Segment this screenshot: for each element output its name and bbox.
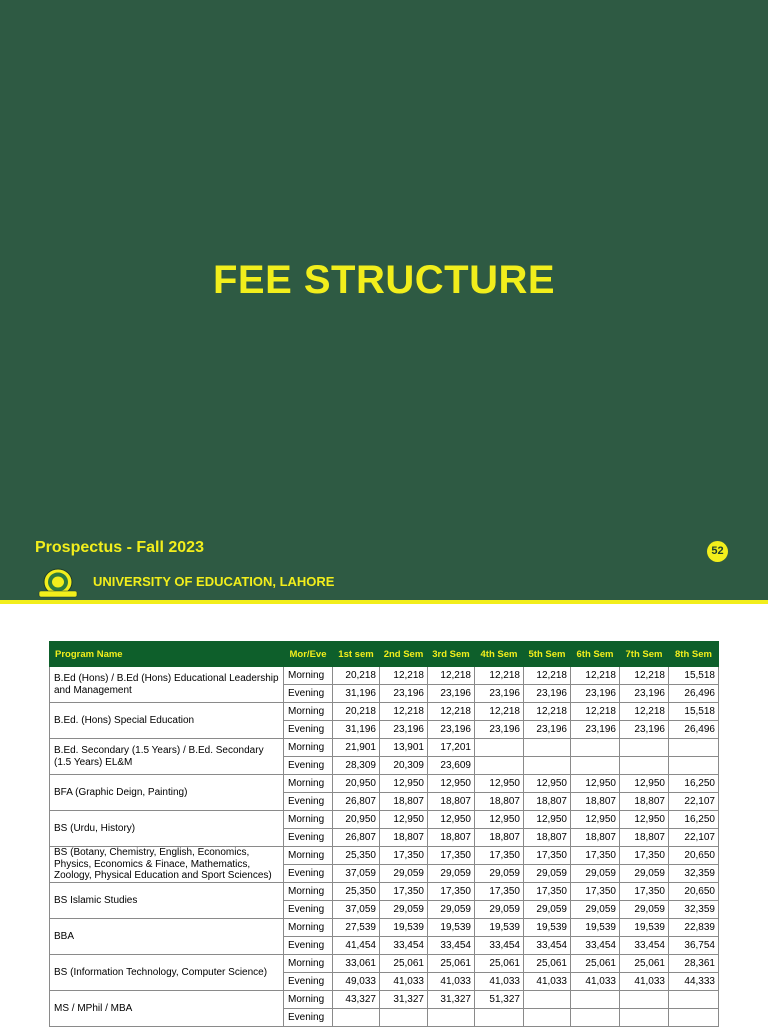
fee-cell: 23,196 [475, 685, 524, 703]
fee-cell: 25,061 [380, 955, 428, 973]
prospectus-label: Prospectus - Fall 2023 [35, 539, 204, 556]
fee-cell: 15,518 [669, 667, 719, 685]
fee-cell: 19,539 [475, 919, 524, 937]
shift-cell: Morning [284, 703, 333, 721]
fee-cell: 18,807 [524, 793, 571, 811]
fee-cell [475, 757, 524, 775]
program-name-cell: B.Ed (Hons) / B.Ed (Hons) Educational Leadership and Management [50, 667, 284, 703]
fee-cell: 43,327 [333, 991, 380, 1009]
shift-cell: Evening [284, 937, 333, 955]
fee-cell: 20,950 [333, 775, 380, 793]
fee-cell: 12,218 [571, 667, 620, 685]
fee-cell: 12,950 [428, 811, 475, 829]
fee-cell: 12,218 [475, 667, 524, 685]
fee-cell: 29,059 [475, 865, 524, 883]
fee-cell: 23,196 [620, 685, 669, 703]
program-name-cell: BS (Urdu, History) [50, 811, 284, 847]
fee-cell [669, 757, 719, 775]
university-seal-icon [37, 567, 79, 599]
fee-cell: 12,218 [524, 667, 571, 685]
shift-cell: Morning [284, 847, 333, 865]
column-header: Mor/Eve [284, 642, 333, 667]
fee-cell [620, 991, 669, 1009]
table-row [50, 991, 719, 1009]
fee-cell: 12,218 [428, 667, 475, 685]
fee-cell: 12,950 [620, 811, 669, 829]
fee-table [49, 641, 719, 1027]
fee-cell: 22,839 [669, 919, 719, 937]
fee-cell: 17,350 [475, 847, 524, 865]
fee-cell: 25,061 [620, 955, 669, 973]
fee-cell [524, 757, 571, 775]
fee-cell: 44,333 [669, 973, 719, 991]
fee-cell: 21,901 [333, 739, 380, 757]
shift-cell: Evening [284, 829, 333, 847]
fee-cell [571, 757, 620, 775]
fee-cell: 19,539 [571, 919, 620, 937]
fee-cell: 41,033 [571, 973, 620, 991]
fee-cell: 12,950 [475, 811, 524, 829]
fee-cell: 17,350 [428, 847, 475, 865]
fee-cell: 23,196 [380, 685, 428, 703]
table-row [50, 811, 719, 829]
fee-cell: 29,059 [620, 901, 669, 919]
fee-cell: 12,950 [524, 811, 571, 829]
fee-cell: 18,807 [380, 829, 428, 847]
fee-cell: 18,807 [571, 793, 620, 811]
fee-cell: 33,454 [524, 937, 571, 955]
fee-cell: 29,059 [524, 901, 571, 919]
fee-cell: 12,950 [571, 811, 620, 829]
fee-cell: 17,350 [380, 847, 428, 865]
fee-cell: 20,650 [669, 883, 719, 901]
fee-cell: 20,309 [380, 757, 428, 775]
fee-cell: 12,950 [380, 775, 428, 793]
fee-cell: 20,650 [669, 847, 719, 865]
fee-cell: 32,359 [669, 901, 719, 919]
fee-cell: 18,807 [428, 829, 475, 847]
shift-cell: Morning [284, 919, 333, 937]
fee-cell: 25,061 [475, 955, 524, 973]
fee-cell: 41,033 [524, 973, 571, 991]
fee-cell: 16,250 [669, 811, 719, 829]
shift-cell: Evening [284, 973, 333, 991]
fee-cell: 15,518 [669, 703, 719, 721]
fee-cell: 12,218 [475, 703, 524, 721]
fee-cell: 18,807 [380, 793, 428, 811]
column-header: 2nd Sem [380, 642, 428, 667]
fee-cell: 28,361 [669, 955, 719, 973]
fee-cell: 18,807 [620, 829, 669, 847]
shift-cell: Evening [284, 865, 333, 883]
fee-cell: 25,061 [524, 955, 571, 973]
program-name-cell: BFA (Graphic Deign, Painting) [50, 775, 284, 811]
fee-cell: 17,350 [524, 883, 571, 901]
fee-cell: 12,218 [620, 667, 669, 685]
fee-cell: 12,950 [524, 775, 571, 793]
fee-cell: 17,350 [428, 883, 475, 901]
fee-cell: 29,059 [620, 865, 669, 883]
shift-cell: Morning [284, 775, 333, 793]
shift-cell: Morning [284, 667, 333, 685]
fee-cell: 29,059 [524, 865, 571, 883]
fee-cell: 17,350 [620, 847, 669, 865]
fee-cell: 25,061 [428, 955, 475, 973]
fee-cell: 23,196 [380, 721, 428, 739]
shift-cell: Morning [284, 955, 333, 973]
fee-cell: 41,033 [620, 973, 669, 991]
fee-cell: 18,807 [475, 793, 524, 811]
shift-cell: Evening [284, 721, 333, 739]
fee-cell [620, 757, 669, 775]
fee-cell: 19,539 [380, 919, 428, 937]
fee-cell: 23,196 [428, 721, 475, 739]
fee-cell: 26,807 [333, 829, 380, 847]
shift-cell: Evening [284, 1009, 333, 1027]
fee-cell: 23,196 [571, 721, 620, 739]
fee-cell: 19,539 [524, 919, 571, 937]
fee-cell: 31,196 [333, 685, 380, 703]
fee-cell: 17,350 [475, 883, 524, 901]
program-name-cell: BBA [50, 919, 284, 955]
fee-cell: 23,196 [475, 721, 524, 739]
fee-cell: 33,454 [620, 937, 669, 955]
fee-cell: 12,218 [571, 703, 620, 721]
fee-cell [571, 739, 620, 757]
fee-cell: 37,059 [333, 901, 380, 919]
fee-cell [475, 739, 524, 757]
fee-cell [524, 991, 571, 1009]
column-header: 5th Sem [524, 642, 571, 667]
fee-cell: 23,196 [428, 685, 475, 703]
fee-cell: 23,196 [524, 721, 571, 739]
fee-cell: 13,901 [380, 739, 428, 757]
fee-cell: 18,807 [571, 829, 620, 847]
fee-cell: 20,218 [333, 667, 380, 685]
fee-cell: 12,950 [571, 775, 620, 793]
fee-cell: 23,196 [620, 721, 669, 739]
fee-cell: 22,107 [669, 793, 719, 811]
program-name-cell: BS Islamic Studies [50, 883, 284, 919]
shift-cell: Evening [284, 757, 333, 775]
column-header: 8th Sem [669, 642, 719, 667]
fee-cell: 12,218 [524, 703, 571, 721]
fee-cell: 18,807 [524, 829, 571, 847]
fee-cell: 25,350 [333, 847, 380, 865]
shift-cell: Morning [284, 739, 333, 757]
table-row [50, 667, 719, 685]
fee-cell: 41,033 [475, 973, 524, 991]
fee-cell: 29,059 [571, 901, 620, 919]
table-body [50, 667, 719, 1027]
column-header: 3rd Sem [428, 642, 475, 667]
fee-cell: 32,359 [669, 865, 719, 883]
fee-cell: 49,033 [333, 973, 380, 991]
fee-cell: 28,309 [333, 757, 380, 775]
shift-cell: Morning [284, 991, 333, 1009]
fee-table-container [49, 641, 718, 1027]
fee-cell: 12,950 [620, 775, 669, 793]
column-header: 4th Sem [475, 642, 524, 667]
page-number-badge: 52 [707, 541, 728, 562]
fee-cell: 20,950 [333, 811, 380, 829]
fee-cell: 25,061 [571, 955, 620, 973]
column-header: Program Name [50, 642, 284, 667]
fee-cell: 31,196 [333, 721, 380, 739]
program-name-cell: B.Ed. Secondary (1.5 Years) / B.Ed. Secondary (1.5 Years) EL&M [50, 739, 284, 775]
fee-cell: 12,950 [428, 775, 475, 793]
fee-cell: 29,059 [475, 901, 524, 919]
shift-cell: Evening [284, 685, 333, 703]
fee-cell [571, 991, 620, 1009]
table-row [50, 703, 719, 721]
fee-cell: 18,807 [475, 829, 524, 847]
fee-cell: 27,539 [333, 919, 380, 937]
fee-cell: 12,218 [380, 703, 428, 721]
fee-cell: 33,454 [428, 937, 475, 955]
fee-cell: 17,201 [428, 739, 475, 757]
university-name: UNIVERSITY OF EDUCATION, LAHORE [93, 574, 335, 589]
fee-cell: 12,950 [475, 775, 524, 793]
fee-cell: 16,250 [669, 775, 719, 793]
fee-cell: 33,061 [333, 955, 380, 973]
program-name-cell: BS (Information Technology, Computer Science) [50, 955, 284, 991]
fee-cell: 51,327 [475, 991, 524, 1009]
fee-cell: 25,350 [333, 883, 380, 901]
fee-cell: 33,454 [475, 937, 524, 955]
fee-cell: 22,107 [669, 829, 719, 847]
fee-cell: 36,754 [669, 937, 719, 955]
fee-cell: 29,059 [380, 865, 428, 883]
fee-cell: 17,350 [380, 883, 428, 901]
fee-cell: 23,196 [524, 685, 571, 703]
fee-cell: 37,059 [333, 865, 380, 883]
program-name-cell: B.Ed. (Hons) Special Education [50, 703, 284, 739]
column-header: 7th Sem [620, 642, 669, 667]
fee-cell: 33,454 [380, 937, 428, 955]
fee-cell: 19,539 [620, 919, 669, 937]
divider [0, 600, 768, 604]
fee-cell: 17,350 [571, 883, 620, 901]
fee-cell [669, 991, 719, 1009]
fee-cell: 26,807 [333, 793, 380, 811]
table-row [50, 775, 719, 793]
fee-cell: 12,218 [428, 703, 475, 721]
fee-cell: 20,218 [333, 703, 380, 721]
program-name-cell: MS / MPhil / MBA [50, 991, 284, 1027]
table-row [50, 847, 719, 865]
fee-cell [620, 739, 669, 757]
fee-cell: 12,218 [620, 703, 669, 721]
table-row [50, 739, 719, 757]
fee-cell: 18,807 [428, 793, 475, 811]
fee-cell: 23,609 [428, 757, 475, 775]
table-row [50, 883, 719, 901]
shift-cell: Morning [284, 811, 333, 829]
fee-cell: 12,218 [380, 667, 428, 685]
fee-cell: 18,807 [620, 793, 669, 811]
program-name-cell: BS (Botany, Chemistry, English, Economics, Physics, Economics & Finace, Mathematics, Zoology, Physical Education and Sport Sciences) [50, 847, 284, 883]
column-header: 1st sem [333, 642, 380, 667]
fee-cell: 29,059 [380, 901, 428, 919]
fee-cell: 29,059 [571, 865, 620, 883]
fee-cell [524, 739, 571, 757]
table-row [50, 955, 719, 973]
fee-cell: 41,454 [333, 937, 380, 955]
fee-cell: 29,059 [428, 901, 475, 919]
fee-cell: 41,033 [428, 973, 475, 991]
fee-cell: 23,196 [571, 685, 620, 703]
shift-cell: Morning [284, 883, 333, 901]
fee-cell: 19,539 [428, 919, 475, 937]
fee-cell: 33,454 [571, 937, 620, 955]
fee-cell: 17,350 [524, 847, 571, 865]
fee-cell: 31,327 [380, 991, 428, 1009]
table-row [50, 919, 719, 937]
page-title: FEE STRUCTURE [212, 258, 556, 302]
fee-cell: 17,350 [620, 883, 669, 901]
fee-cell: 17,350 [571, 847, 620, 865]
fee-cell: 31,327 [428, 991, 475, 1009]
shift-cell: Evening [284, 901, 333, 919]
table-header-row [50, 642, 719, 667]
shift-cell: Evening [284, 793, 333, 811]
fee-cell: 41,033 [380, 973, 428, 991]
fee-cell: 12,950 [380, 811, 428, 829]
fee-cell: 29,059 [428, 865, 475, 883]
fee-cell [669, 739, 719, 757]
fee-cell: 26,496 [669, 685, 719, 703]
fee-cell: 26,496 [669, 721, 719, 739]
column-header: 6th Sem [571, 642, 620, 667]
